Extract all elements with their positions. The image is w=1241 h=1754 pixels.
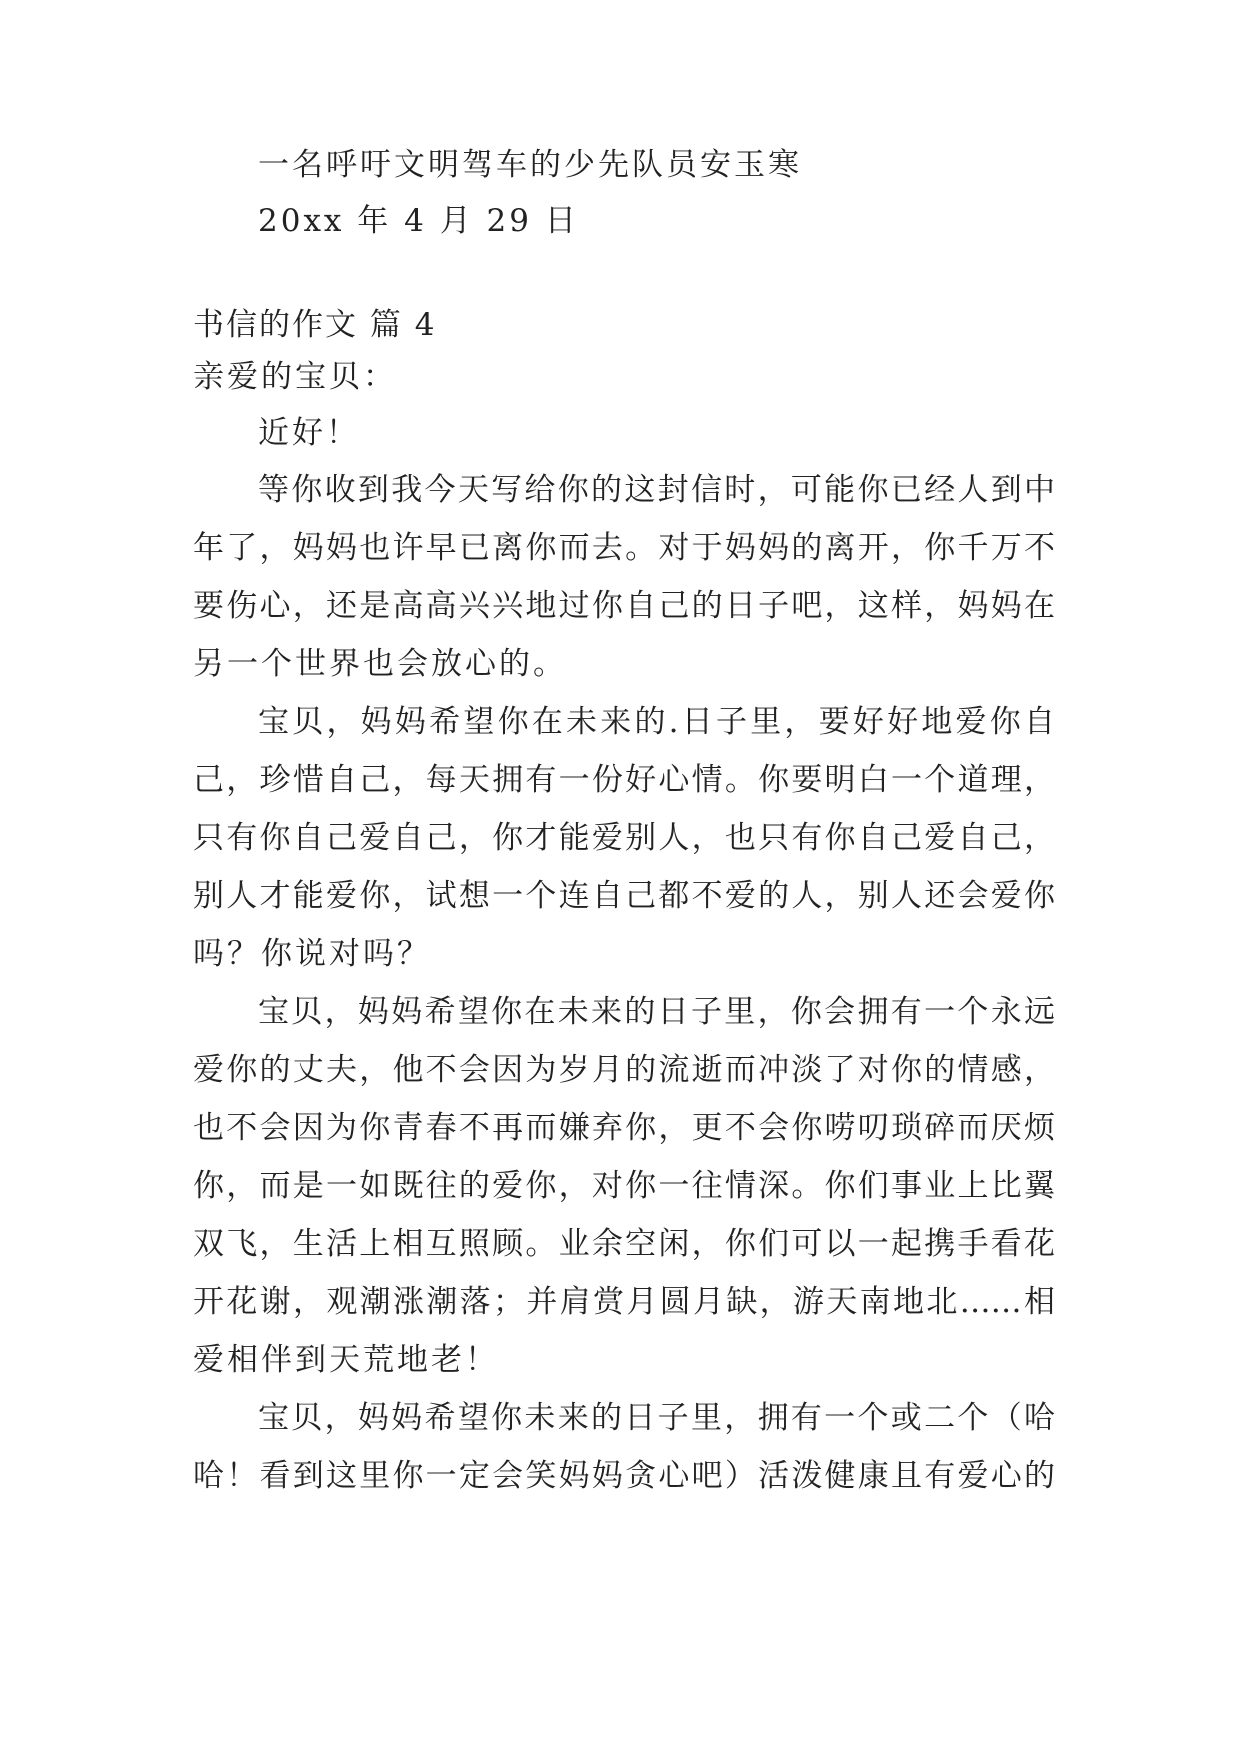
greeting: 近好！ xyxy=(258,415,360,451)
paragraph-3-line-2: 爱你的丈夫，他不会因为岁月的流逝而冲淡了对你的情感， xyxy=(193,1052,1055,1088)
paragraph-2-line-4: 别人才能爱你，试想一个连自己都不爱的人，别人还会爱你 xyxy=(193,878,1055,914)
section-title: 书信的作文 篇 4 xyxy=(193,307,437,343)
paragraph-2-line-5: 吗？你说对吗？ xyxy=(193,936,431,972)
paragraph-2-line-3: 只有你自己爱自己，你才能爱别人，也只有你自己爱自己， xyxy=(193,820,1055,856)
paragraph-1-line-2: 年了，妈妈也许早已离你而去。对于妈妈的离开，你千万不 xyxy=(193,530,1055,566)
paragraph-4-line-1: 宝贝，妈妈希望你未来的日子里，拥有一个或二个（哈 xyxy=(258,1400,1055,1436)
paragraph-1-line-1: 等你收到我今天写给你的这封信时，可能你已经人到中 xyxy=(258,472,1055,508)
signature-date-line: 20xx 年 4 月 29 日 xyxy=(258,203,579,239)
paragraph-3-line-5: 双飞，生活上相互照顾。业余空闲，你们可以一起携手看花 xyxy=(193,1226,1055,1262)
paragraph-4-line-2: 哈！看到这里你一定会笑妈妈贪心吧）活泼健康且有爱心的 xyxy=(193,1458,1055,1494)
salutation: 亲爱的宝贝： xyxy=(193,359,397,395)
paragraph-3-line-7: 爱相伴到天荒地老！ xyxy=(193,1342,499,1378)
paragraph-3-line-1: 宝贝，妈妈希望你在未来的日子里，你会拥有一个永远 xyxy=(258,994,1055,1030)
paragraph-1-line-4: 另一个世界也会放心的。 xyxy=(193,646,567,682)
paragraph-2-line-2: 己，珍惜自己，每天拥有一份好心情。你要明白一个道理， xyxy=(193,762,1055,798)
paragraph-3-line-4: 你，而是一如既往的爱你，对你一往情深。你们事业上比翼 xyxy=(193,1168,1055,1204)
paragraph-1-line-3: 要伤心，还是高高兴兴地过你自己的日子吧，这样，妈妈在 xyxy=(193,588,1055,624)
paragraph-3-line-3: 也不会因为你青春不再而嫌弃你，更不会你唠叨琐碎而厌烦 xyxy=(193,1110,1055,1146)
signature-name-line: 一名呼吁文明驾车的少先队员安玉寒 xyxy=(258,147,802,183)
paragraph-2-line-1: 宝贝，妈妈希望你在未来的.日子里，要好好地爱你自 xyxy=(258,704,1055,740)
paragraph-3-line-6: 开花谢，观潮涨潮落；并肩赏月圆月缺，游天南地北……相 xyxy=(193,1284,1055,1320)
